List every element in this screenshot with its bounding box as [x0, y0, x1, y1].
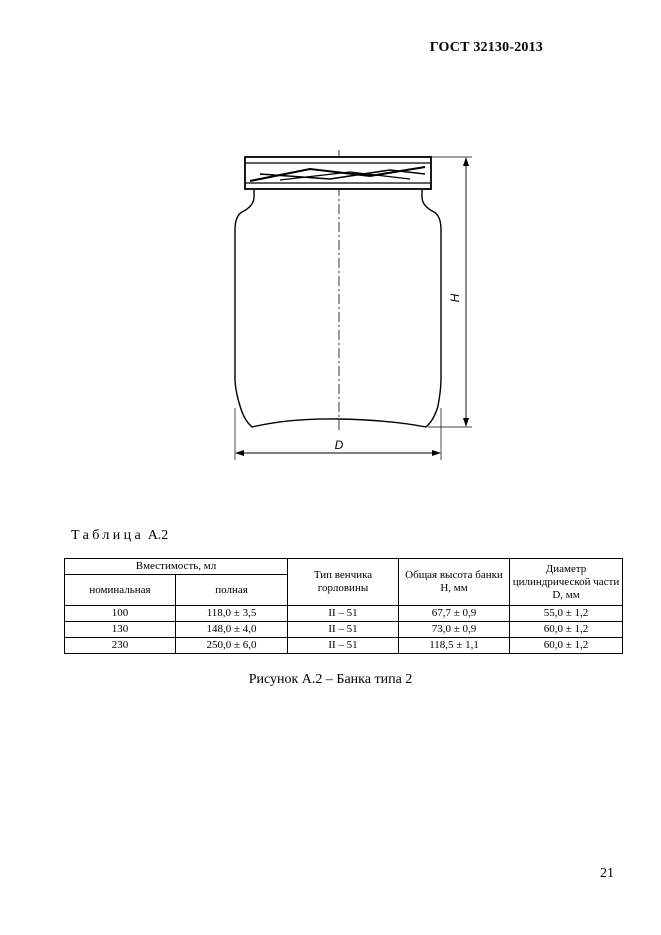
- cell-nominal: 230: [65, 638, 176, 654]
- cell-height: 73,0 ± 0,9: [399, 622, 510, 638]
- cell-nominal: 130: [65, 622, 176, 638]
- header-full: полная: [176, 575, 288, 606]
- table-title-number: А.2: [147, 528, 169, 543]
- header-capacity: Вместимость, мл: [65, 559, 288, 575]
- cell-height: 118,5 ± 1,1: [399, 638, 510, 654]
- table-row: [65, 638, 623, 654]
- table-row: [65, 622, 623, 638]
- jar-drawing: [220, 150, 480, 460]
- header-neck-type: Тип венчика горловины: [288, 559, 399, 606]
- page-number: 21: [600, 866, 614, 881]
- header-diameter: Диаметр цилиндрической части D, мм: [510, 559, 623, 606]
- cell-neck: II – 51: [288, 606, 399, 622]
- jar-lid: [245, 157, 431, 189]
- cell-full: 250,0 ± 6,0: [176, 638, 288, 654]
- cell-full: 118,0 ± 3,5: [176, 606, 288, 622]
- cell-neck: II – 51: [288, 622, 399, 638]
- diameter-dimension: [235, 408, 441, 460]
- height-dimension: [428, 157, 472, 427]
- table-row: [65, 606, 623, 622]
- header-nominal: номинальная: [65, 575, 176, 606]
- figure-caption: Рисунок А.2 – Банка типа 2: [248, 672, 413, 687]
- cell-neck: II – 51: [288, 638, 399, 654]
- header-height: Общая высота банки H, мм: [399, 559, 510, 606]
- cell-diameter: 60,0 ± 1,2: [510, 638, 623, 654]
- table-title-word: Таблица: [71, 528, 145, 543]
- table-title: [71, 528, 168, 544]
- diameter-label: D: [334, 438, 344, 452]
- height-label: H: [448, 293, 462, 303]
- cell-height: 67,7 ± 0,9: [399, 606, 510, 622]
- document-header: ГОСТ 32130-2013: [429, 40, 543, 55]
- cell-diameter: 55,0 ± 1,2: [510, 606, 623, 622]
- cell-nominal: 100: [65, 606, 176, 622]
- jar-body: [235, 189, 441, 427]
- cell-diameter: 60,0 ± 1,2: [510, 622, 623, 638]
- specification-table: [64, 558, 623, 654]
- cell-full: 148,0 ± 4,0: [176, 622, 288, 638]
